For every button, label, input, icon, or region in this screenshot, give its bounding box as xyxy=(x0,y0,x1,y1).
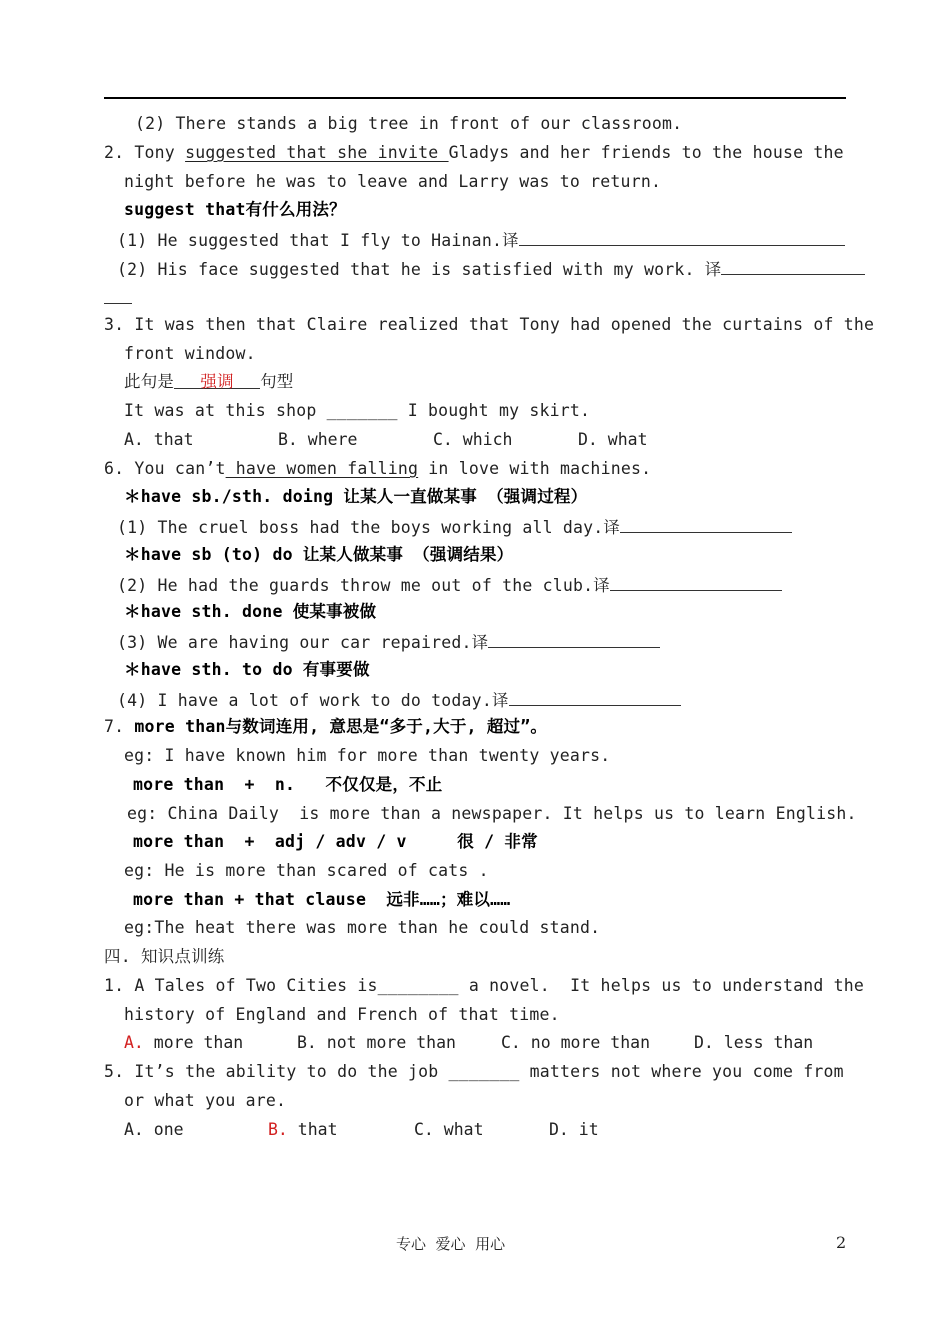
red-answer: 强调 xyxy=(200,372,234,391)
text-line xyxy=(104,287,132,309)
page-footer: 专心 爱心 用心 xyxy=(396,1235,506,1253)
exercise-text: (4) I have a lot of work to do today.译 xyxy=(117,691,509,710)
exercise-text: (1) He suggested that I fly to Hainan.译 xyxy=(117,231,519,250)
question-rest: in love with machines. xyxy=(418,459,652,478)
text-line: (2) There stands a big tree in front of our classroom. xyxy=(135,114,683,133)
exercise-text: (3) We are having our car repaired.译 xyxy=(117,633,489,652)
exercise-text: (1) The cruel boss had the boys working all day.译 xyxy=(117,518,621,537)
text-line: or what you are. xyxy=(124,1091,287,1110)
answer-blank[interactable] xyxy=(620,516,792,533)
prompt-text: 此句是 xyxy=(124,372,175,391)
question-lead: 6. You can’t xyxy=(104,459,226,478)
option-c: C. no more than xyxy=(501,1033,651,1052)
option-d: D. it xyxy=(549,1120,599,1139)
answer-blank[interactable] xyxy=(519,229,845,246)
answer-blank[interactable] xyxy=(488,631,660,648)
text-line: 1. A Tales of Two Cities is________ a novel. It helps us to understand the xyxy=(104,976,865,995)
exercise-text: (2) He had the guards throw me out of the club.译 xyxy=(117,576,610,595)
text-line: It was at this shop _______ I bought my skirt. xyxy=(124,401,591,420)
answer-blank[interactable] xyxy=(174,372,260,389)
usage-heading: more than + n. 不仅仅是，不止 xyxy=(133,775,443,794)
option-text: that xyxy=(287,1120,338,1139)
text-line xyxy=(104,717,547,737)
option-c: C. what xyxy=(414,1120,484,1139)
text-line xyxy=(117,631,660,653)
option-a xyxy=(124,1033,243,1053)
option-b: B. not more than xyxy=(297,1033,456,1052)
question-lead: 7. xyxy=(104,717,135,736)
answer-blank[interactable] xyxy=(721,258,865,275)
section-heading: 四. 知识点训练 xyxy=(104,947,225,966)
example-line: eg: China Daily is more than a newspaper. It helps us to learn English. xyxy=(127,804,857,823)
option-letter: A. xyxy=(124,1033,144,1052)
text-line: 3. It was then that Claire realized that Tony had opened the curtains of the xyxy=(104,315,875,334)
usage-heading: more than与数词连用, 意思是“多于,大于, 超过”。 xyxy=(134,717,548,736)
text-line xyxy=(124,372,294,392)
exercise-text: (2) His face suggested that he is satisfied with my work. 译 xyxy=(117,260,722,279)
usage-heading: more than + adj / adv / v 很 / 非常 xyxy=(133,832,538,851)
option-letter: B. xyxy=(268,1120,288,1139)
usage-heading: ＊have sb./sth. doing 让某人一直做某事 （强调过程） xyxy=(124,487,588,506)
example-line: eg: He is more than scared of cats . xyxy=(124,861,489,880)
option-b: B. where xyxy=(278,430,358,449)
text-line: night before he was to leave and Larry was to return. xyxy=(124,172,662,191)
option-text: more than xyxy=(143,1033,244,1052)
option-a: A. one xyxy=(124,1120,184,1139)
usage-heading: suggest that有什么用法？ xyxy=(124,200,346,219)
question-rest: Gladys and her friends to the house the xyxy=(448,143,844,162)
text-line xyxy=(117,516,792,538)
example-line: eg: I have known him for more than twenty years. xyxy=(124,746,611,765)
prompt-text: 句型 xyxy=(260,372,294,391)
answer-blank-continued[interactable] xyxy=(104,287,132,304)
usage-heading: ＊have sth. done 使某事被做 xyxy=(124,602,377,621)
usage-heading: ＊have sb (to) do 让某人做某事 （强调结果） xyxy=(124,545,514,564)
option-a: A. that xyxy=(124,430,194,449)
text-line: 5. It’s the ability to do the job _______ matters not where you come from xyxy=(104,1062,844,1081)
option-b xyxy=(268,1120,338,1140)
question-lead: 2. Tony xyxy=(104,143,186,162)
text-line xyxy=(117,229,845,251)
answer-blank[interactable] xyxy=(509,689,681,706)
text-line xyxy=(104,459,651,479)
underlined-phrase: suggested that she invite xyxy=(185,143,449,162)
page-number: 2 xyxy=(836,1233,847,1252)
example-line: eg:The heat there was more than he could stand. xyxy=(124,918,601,937)
underlined-phrase: have women falling xyxy=(225,459,419,478)
answer-blank[interactable] xyxy=(610,574,782,591)
option-d: D. less than xyxy=(694,1033,814,1052)
text-line xyxy=(117,689,681,711)
usage-heading: ＊have sth. to do 有事要做 xyxy=(124,660,370,679)
usage-heading: more than + that clause 远非……；难以…… xyxy=(133,890,511,909)
text-line xyxy=(117,258,865,280)
option-c: C. which xyxy=(433,430,513,449)
header-rule xyxy=(104,97,846,99)
text-line: history of England and French of that time. xyxy=(124,1005,560,1024)
option-d: D. what xyxy=(578,430,648,449)
text-line: front window. xyxy=(124,344,256,363)
text-line xyxy=(104,143,844,163)
text-line xyxy=(117,574,782,596)
